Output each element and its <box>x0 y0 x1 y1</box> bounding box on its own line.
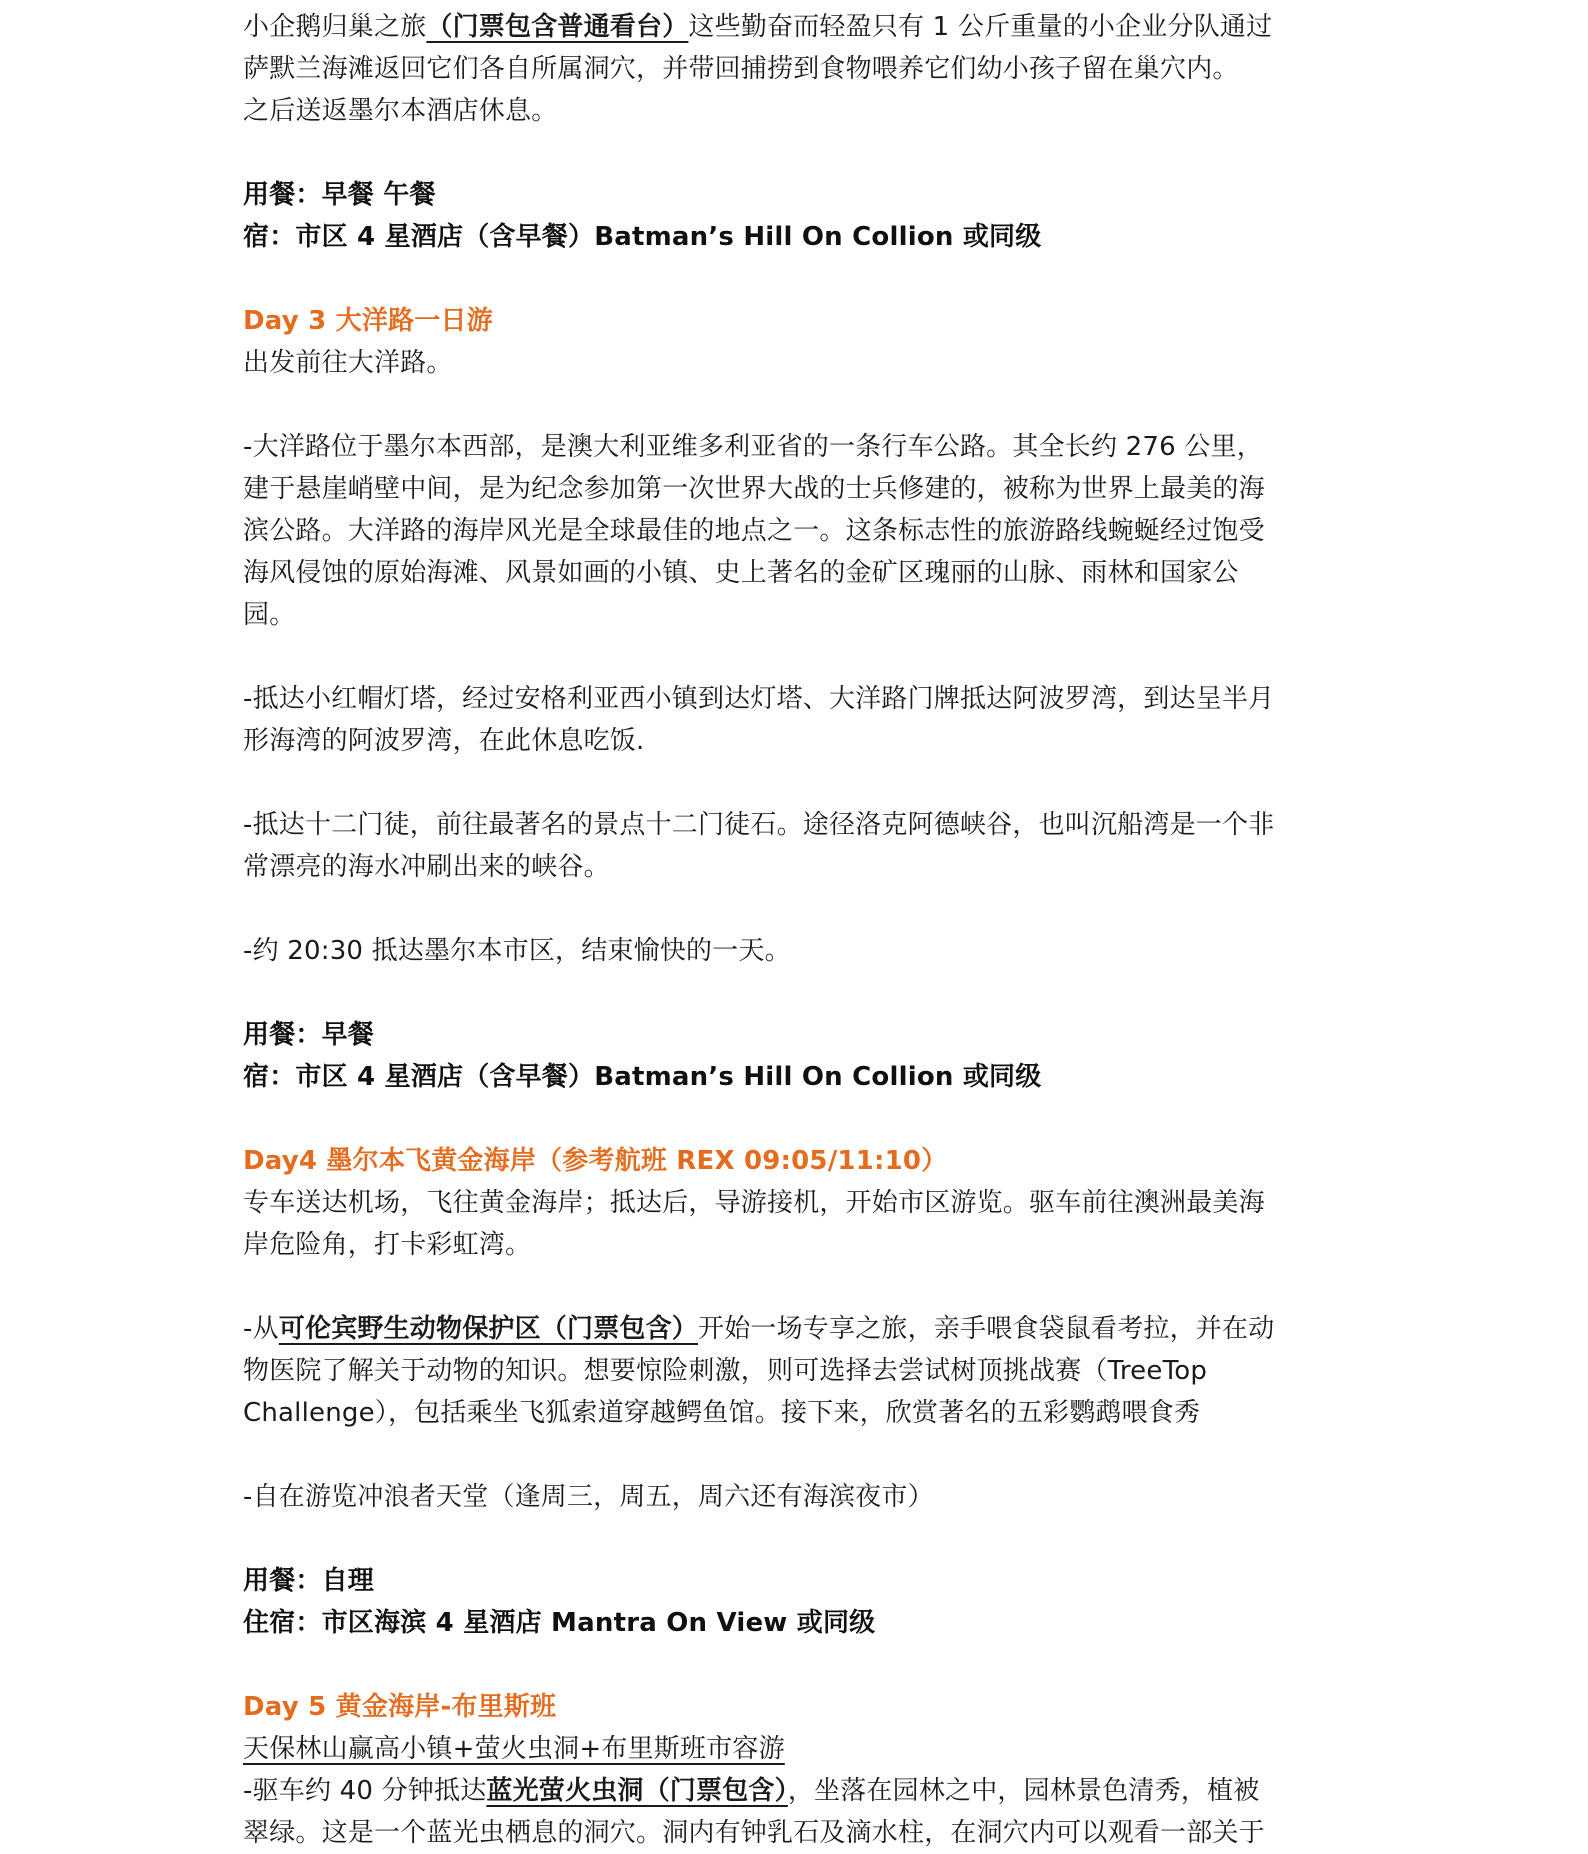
spacer <box>243 1434 1368 1476</box>
spacer <box>243 132 1368 174</box>
body-line: -驱车约 40 分钟抵达蓝光萤火虫洞（门票包含），坐落在园林之中，园林景色清秀，植被 <box>243 1776 1260 1806</box>
hotel-line: 宿：市区 4 星酒店（含早餐）Batman’s Hill On Collion 或同级 <box>243 1062 1042 1092</box>
body-line: 萨默兰海滩返回它们各自所属洞穴，并带回捕捞到食物喂养它们幼小孩子留在巢穴内。 <box>243 54 1239 84</box>
spacer <box>243 636 1368 678</box>
itinerary-document <box>243 6 1368 1854</box>
spacer <box>243 888 1368 930</box>
body-line: 专车送达机场，飞往黄金海岸；抵达后，导游接机，开始市区游览。驱车前往澳洲最美海 <box>243 1188 1265 1218</box>
meals-line: 用餐：自理 <box>243 1566 375 1596</box>
body-line: 翠绿。这是一个蓝光虫栖息的洞穴。洞内有钟乳石及滴水柱，在洞穴内可以观看一部关于 <box>243 1818 1265 1848</box>
body-line: 园。 <box>243 600 296 630</box>
body-line: -抵达十二门徒，前往最著名的景点十二门徒石。途径洛克阿德峡谷，也叫沉船湾是一个非 <box>243 810 1275 840</box>
hotel-line: 住宿：市区海滨 4 星酒店 Mantra On View 或同级 <box>243 1608 876 1638</box>
spacer <box>243 258 1368 300</box>
day-heading: Day 5 黄金海岸-布里斯班 <box>243 1692 557 1722</box>
body-line: Challenge），包括乘坐飞狐索道穿越鳄鱼馆。接下来，欣赏著名的五彩鹦鹉喂食秀 <box>243 1398 1201 1428</box>
day-heading: Day4 墨尔本飞黄金海岸（参考航班 REX 09:05/11:10） <box>243 1146 948 1176</box>
spacer <box>243 972 1368 1014</box>
body-line: -从可伦宾野生动物保护区（门票包含）开始一场专享之旅，亲手喂食袋鼠看考拉，并在动 <box>243 1314 1275 1344</box>
spacer <box>243 1098 1368 1140</box>
day-subtitle: 天保林山赢高小镇+萤火虫洞+布里斯班市容游 <box>243 1734 785 1764</box>
body-line: 常漂亮的海水冲刷出来的峡谷。 <box>243 852 610 882</box>
body-line: -自在游览冲浪者天堂（逢周三，周五，周六还有海滨夜市） <box>243 1482 934 1512</box>
ticket-note: 可伦宾野生动物保护区（门票包含） <box>278 1314 698 1344</box>
tour-name: 小企鹅归巢之旅 <box>243 12 427 42</box>
body-line: 海风侵蚀的原始海滩、风景如画的小镇、史上著名的金矿区瑰丽的山脉、雨林和国家公 <box>243 558 1239 588</box>
body-line: 滨公路。大洋路的海岸风光是全球最佳的地点之一。这条标志性的旅游路线蜿蜒经过饱受 <box>243 516 1265 546</box>
body-line: -抵达小红帽灯塔，经过安格利亚西小镇到达灯塔、大洋路门牌抵达阿波罗湾，到达呈半月 <box>243 684 1275 714</box>
body-line: 岸危险角，打卡彩虹湾。 <box>243 1230 532 1260</box>
meals-line: 用餐：早餐 午餐 <box>243 180 436 210</box>
ticket-note: 蓝光萤火虫洞（门票包含） <box>486 1776 788 1806</box>
body-line: -约 20:30 抵达墨尔本市区，结束愉快的一天。 <box>243 936 791 966</box>
hotel-line: 宿：市区 4 星酒店（含早餐）Batman’s Hill On Collion 或同级 <box>243 222 1042 252</box>
spacer <box>243 1518 1368 1560</box>
spacer <box>243 1644 1368 1686</box>
body-line: 之后送返墨尔本酒店休息。 <box>243 96 558 126</box>
spacer <box>243 1266 1368 1308</box>
day-heading: Day 3 大洋路一日游 <box>243 306 493 336</box>
body-line: 形海湾的阿波罗湾，在此休息吃饭. <box>243 726 645 756</box>
spacer <box>243 762 1368 804</box>
ticket-note: （门票包含普通看台） <box>426 12 689 42</box>
body-line: 物医院了解关于动物的知识。想要惊险刺激，则可选择去尝试树顶挑战赛（TreeTop <box>243 1356 1208 1386</box>
body-line: 建于悬崖峭壁中间，是为纪念参加第一次世界大战的士兵修建的，被称为世界上最美的海 <box>243 474 1265 504</box>
body-line: -大洋路位于墨尔本西部，是澳大利亚维多利亚省的一条行车公路。其全长约 276 公里， <box>243 432 1263 462</box>
spacer <box>243 384 1368 426</box>
body-line: 出发前往大洋路。 <box>243 348 453 378</box>
meals-line: 用餐：早餐 <box>243 1020 375 1050</box>
body-line: 小企鹅归巢之旅（门票包含普通看台）这些勤奋而轻盈只有 1 公斤重量的小企业分队通过 <box>243 12 1273 42</box>
